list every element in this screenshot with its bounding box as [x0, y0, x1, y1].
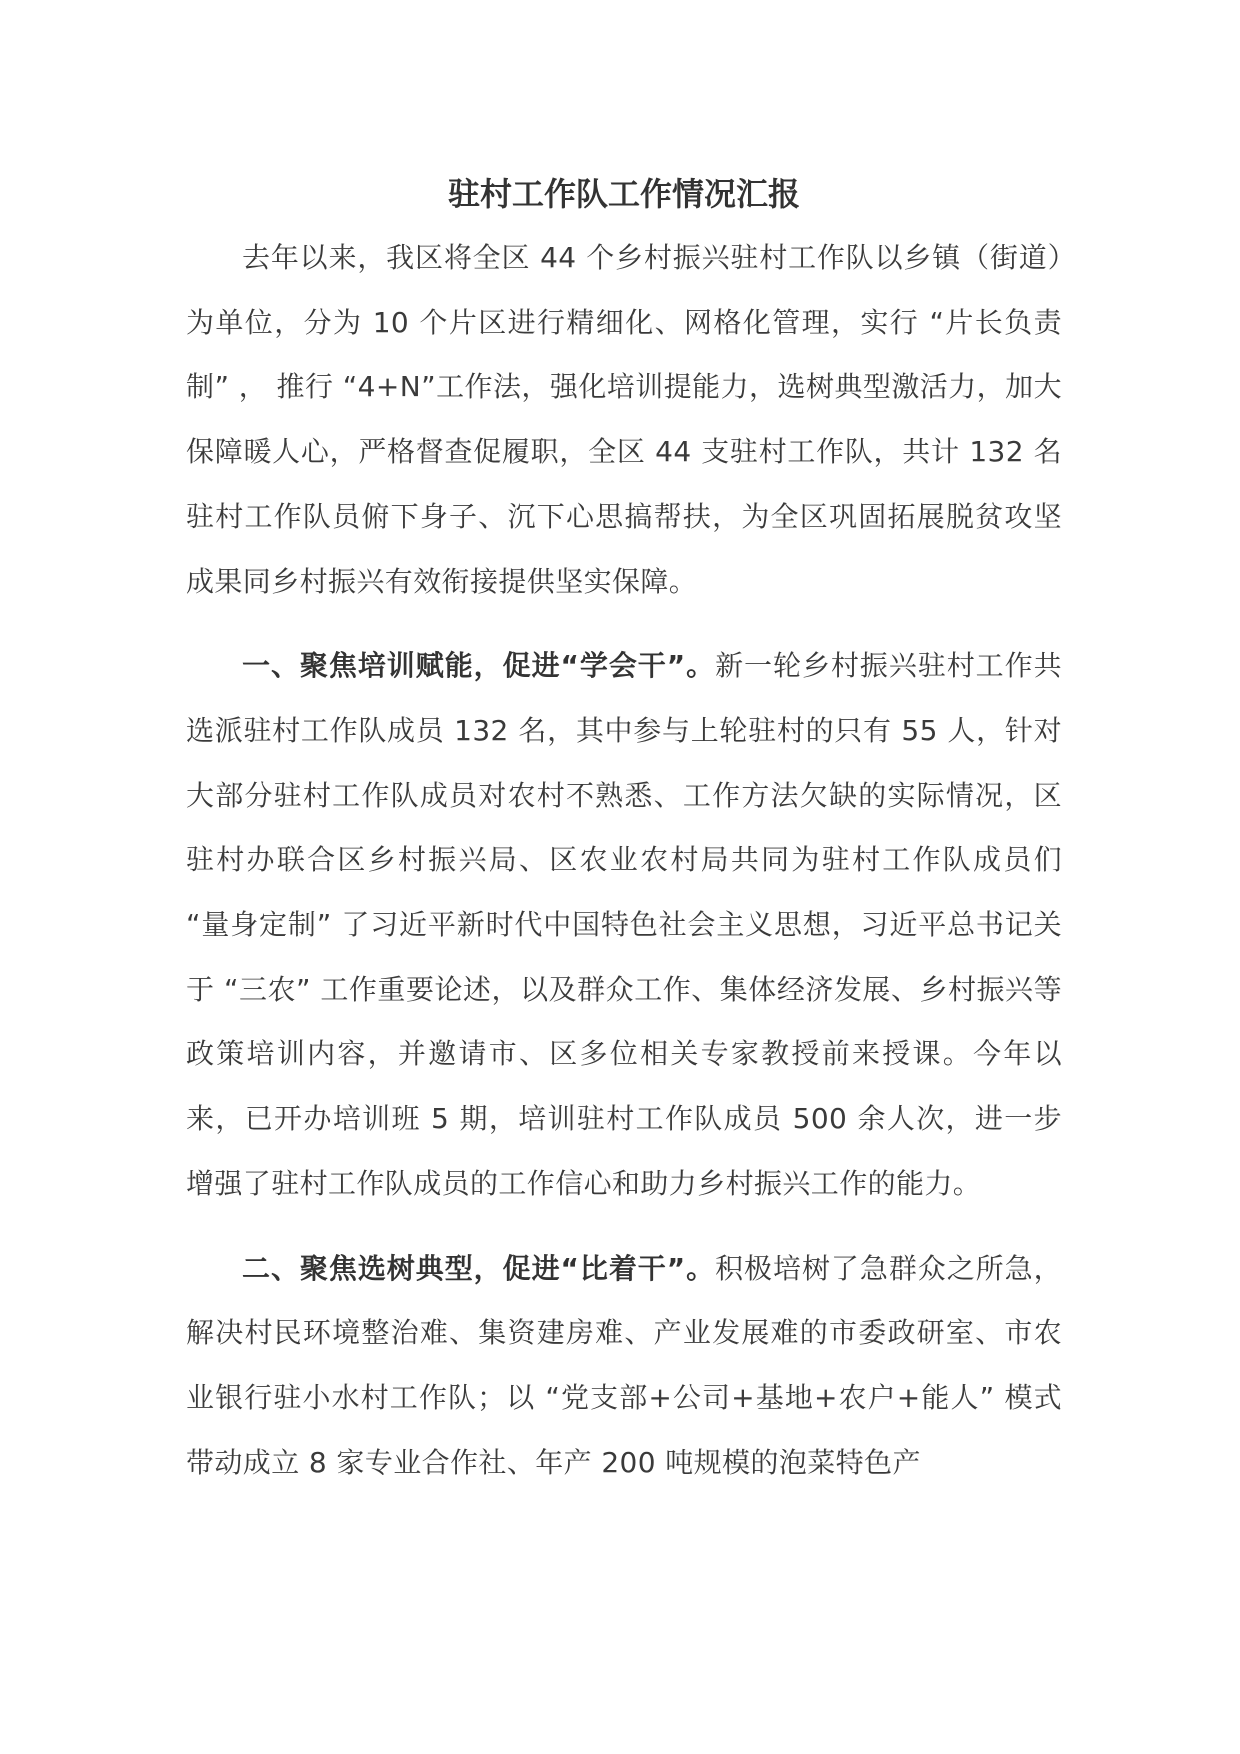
- section-2-body: 积极培树了急群众之所急，解决村民环境整治难、集资建房难、产业发展难的市委政研室、市农业银行驻小水村工作队；以 “党支部+公司+基地+农户+能人” 模式带动成立 8 家专业合作社、年产 200 吨规模的泡菜特色产: [186, 1251, 1062, 1479]
- document-body: [186, 172, 1062, 1515]
- intro-paragraph: 去年以来，我区将全区 44 个乡村振兴驻村工作队以乡镇（街道）为单位，分为 10 个片区进行精细化、网格化管理，实行 “片长负责制” ， 推行 “4+N”工作法，强化培训提能力，选树典型激活力，加大保障暖人心，严格督查促履职，全区 44 支驻村工作队，共计 132 名驻村工作队员俯下身子、沉下心思搞帮扶，为全区巩固拓展脱贫攻坚成果同乡村振兴有效衔接提供坚实保障。: [186, 241, 1062, 598]
- section-1-paragraph: [186, 634, 1062, 1216]
- section-2-paragraph: [186, 1237, 1062, 1496]
- section-1-heading: 一、聚焦培训赋能，促进“学会干”。: [242, 649, 716, 683]
- document-title: 驻村工作队工作情况汇报: [447, 175, 800, 213]
- section-2-heading: 二、聚焦选树典型，促进“比着干”。: [242, 1251, 716, 1285]
- section-1-body: 新一轮乡村振兴驻村工作共选派驻村工作队成员 132 名，其中参与上轮驻村的只有 55 人，针对大部分驻村工作队成员对农村不熟悉、工作方法欠缺的实际情况，区驻村办联合区乡村振兴局、区农业农村局共同为驻村工作队成员们 “量身定制” 了习近平新时代中国特色社会主义思想，习近平总书记关于 “三农” 工作重要论述，以及群众工作、集体经济发展、乡村振兴等政策培训内容，并邀请市、区多位相关专家教授前来授课。今年以来，已开办培训班 5 期，培训驻村工作队成员 500 余人次，进一步增强了驻村工作队成员的工作信心和助力乡村振兴工作的能力。: [186, 649, 1062, 1200]
